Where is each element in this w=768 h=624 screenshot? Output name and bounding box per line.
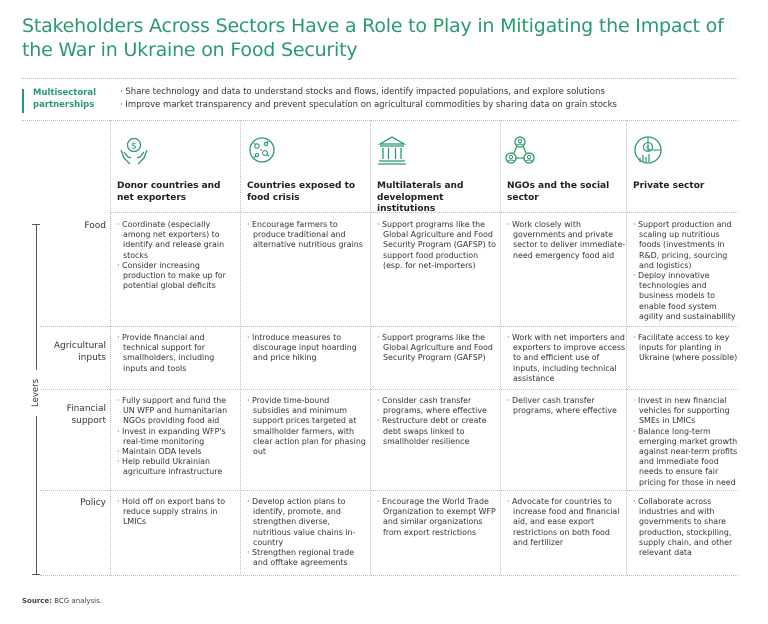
cell-item: · Invest in new financial vehicles for supporting SMEs in LMICs xyxy=(633,396,741,427)
table-cell xyxy=(247,220,366,251)
cell-item: · Facilitate access to key inputs for planting in Ukraine (where possible) xyxy=(633,333,741,364)
cell-item: · Strengthen regional trade and offtake agreements xyxy=(247,548,366,568)
cell-item: · Deploy innovative technologies and business models to enable food system agility and sustainability xyxy=(633,271,741,322)
institution-icon xyxy=(376,134,408,166)
table-cell xyxy=(117,497,236,528)
table-cell xyxy=(377,396,496,447)
column-divider xyxy=(370,120,371,575)
cell-item: · Invest in expanding WFP's real-time monitoring xyxy=(117,427,236,447)
cell-item: · Fully support and fund the UN WFP and humanitarian NGOs providing food aid xyxy=(117,396,236,427)
column-divider xyxy=(626,120,627,575)
cell-item: · Restructure debt or create debt swaps linked to smallholder resilience xyxy=(377,416,496,447)
row-divider xyxy=(40,326,738,327)
table-cell xyxy=(633,396,741,488)
chart-dollar-icon xyxy=(632,134,664,166)
column-divider xyxy=(500,120,501,575)
row-label-food: Food xyxy=(84,221,106,231)
table-cell xyxy=(247,396,366,457)
cell-item: · Consider increasing production to make up for potential global deficits xyxy=(117,261,236,292)
column-divider xyxy=(110,120,111,575)
table-cell xyxy=(633,333,741,364)
table-cell xyxy=(377,220,496,271)
column-header-private: Private sector xyxy=(633,181,705,191)
table-cell xyxy=(117,333,236,374)
cell-item: · Support programs like the Global Agriculture and Food Security Program (GAFSP) to support food production (esp. for net-importers) xyxy=(377,220,496,271)
row-divider xyxy=(40,575,738,576)
cell-item: · Introduce measures to discourage input hoarding and price hiking xyxy=(247,333,366,364)
table-cell xyxy=(507,497,626,548)
cell-item: · Consider cash transfer programs, where effective xyxy=(377,396,496,416)
cell-item: · Balance long-term emerging market growth against near-term profits and immediate food needs to ensure fair pricing for those in need xyxy=(633,427,741,488)
cell-item: · Deliver cash transfer programs, where effective xyxy=(507,396,626,416)
row-divider xyxy=(40,389,738,390)
column-header-donor: Donor countries and net exporters xyxy=(117,181,221,203)
column-header-food-crisis: Countries exposed to food crisis xyxy=(247,181,356,203)
cell-item: · Collaborate across industries and with governments to share production, stockpiling, supply chain, and other relevant data xyxy=(633,497,741,558)
table-cell xyxy=(507,333,626,384)
table-cell xyxy=(117,396,236,478)
table-cell xyxy=(247,497,366,568)
svg-text:$: $ xyxy=(645,143,651,152)
row-label-agricultural-inputs: Agricultural inputs xyxy=(53,341,106,363)
levers-bracket-cap xyxy=(32,224,40,225)
cell-item: · Maintain ODA levels xyxy=(117,447,236,457)
table-cell xyxy=(117,220,236,291)
svg-text:$: $ xyxy=(131,141,137,152)
virus-icon xyxy=(246,134,278,166)
cell-item: · Support production and scaling up nutritious foods (investments in R&D, pricing, sourcing and logistics) xyxy=(633,220,741,271)
table-cell xyxy=(377,333,496,364)
cell-item: · Support programs like the Global Agriculture and Food Security Program (GAFSP) xyxy=(377,333,496,364)
divider xyxy=(22,78,738,79)
row-divider xyxy=(40,490,738,491)
partnerships-item: · Share technology and data to understand stocks and flows, identify impacted populations, and explore solutions xyxy=(120,87,605,97)
table-cell xyxy=(633,220,741,322)
row-label-financial-support: Financial support xyxy=(66,404,106,426)
cell-item: · Provide financial and technical support for smallholders, including inputs and tools xyxy=(117,333,236,374)
cell-item: · Work with net importers and exporters to improve access to and efficient use of inputs, including technical assistance xyxy=(507,333,626,384)
source-note: Source: BCG analysis. xyxy=(22,597,103,605)
table-cell xyxy=(507,396,626,416)
cell-item: · Help rebuild Ukrainian agriculture infrastructure xyxy=(117,457,236,477)
column-divider xyxy=(240,120,241,575)
table-cell xyxy=(377,497,496,538)
column-header-ngos: NGOs and the social sector xyxy=(507,181,610,203)
divider xyxy=(22,120,738,121)
partnerships-label: Multisectoral partnerships xyxy=(33,88,97,110)
cell-item: · Advocate for countries to increase food and financial aid, and ease export restrictions on both food and fertilizer xyxy=(507,497,626,548)
people-network-icon xyxy=(504,134,536,166)
cell-item: · Provide time-bound subsidies and minimum support prices targeted at smallholder farmers, with clear action plan for phasing out xyxy=(247,396,366,457)
accent-bar xyxy=(22,89,24,113)
column-header-multilaterals: Multilaterals and development institutions xyxy=(377,181,464,214)
page-title: Stakeholders Across Sectors Have a Role to Play in Mitigating the Impact of the War in Ukraine on Food Security xyxy=(22,15,724,61)
row-label-policy: Policy xyxy=(80,498,106,508)
cell-item: · Develop action plans to identify, promote, and strengthen diverse, nutritious value chains in-country xyxy=(247,497,366,548)
table-cell xyxy=(507,220,626,261)
table-cell xyxy=(633,497,741,558)
partnerships-list xyxy=(120,86,617,112)
levers-bracket-cap xyxy=(32,574,40,575)
cell-item: · Coordinate (especially among net exporters) to identify and release grain stocks xyxy=(117,220,236,261)
cell-item: · Work closely with governments and private sector to deliver immediate-need emergency food aid xyxy=(507,220,626,261)
cell-item: · Hold off on export bans to reduce supply strains in LMICs xyxy=(117,497,236,528)
table-cell xyxy=(247,333,366,364)
cell-item: · Encourage the World Trade Organization to exempt WFP and similar organizations from export restrictions xyxy=(377,497,496,538)
levers-label: Levers xyxy=(31,370,41,416)
cell-item: · Encourage farmers to produce traditional and alternative nutritious grains xyxy=(247,220,366,251)
hands-dollar-icon xyxy=(118,134,150,166)
partnerships-item: · Improve market transparency and prevent speculation on agricultural commodities by sharing data on grain stocks xyxy=(120,100,617,110)
